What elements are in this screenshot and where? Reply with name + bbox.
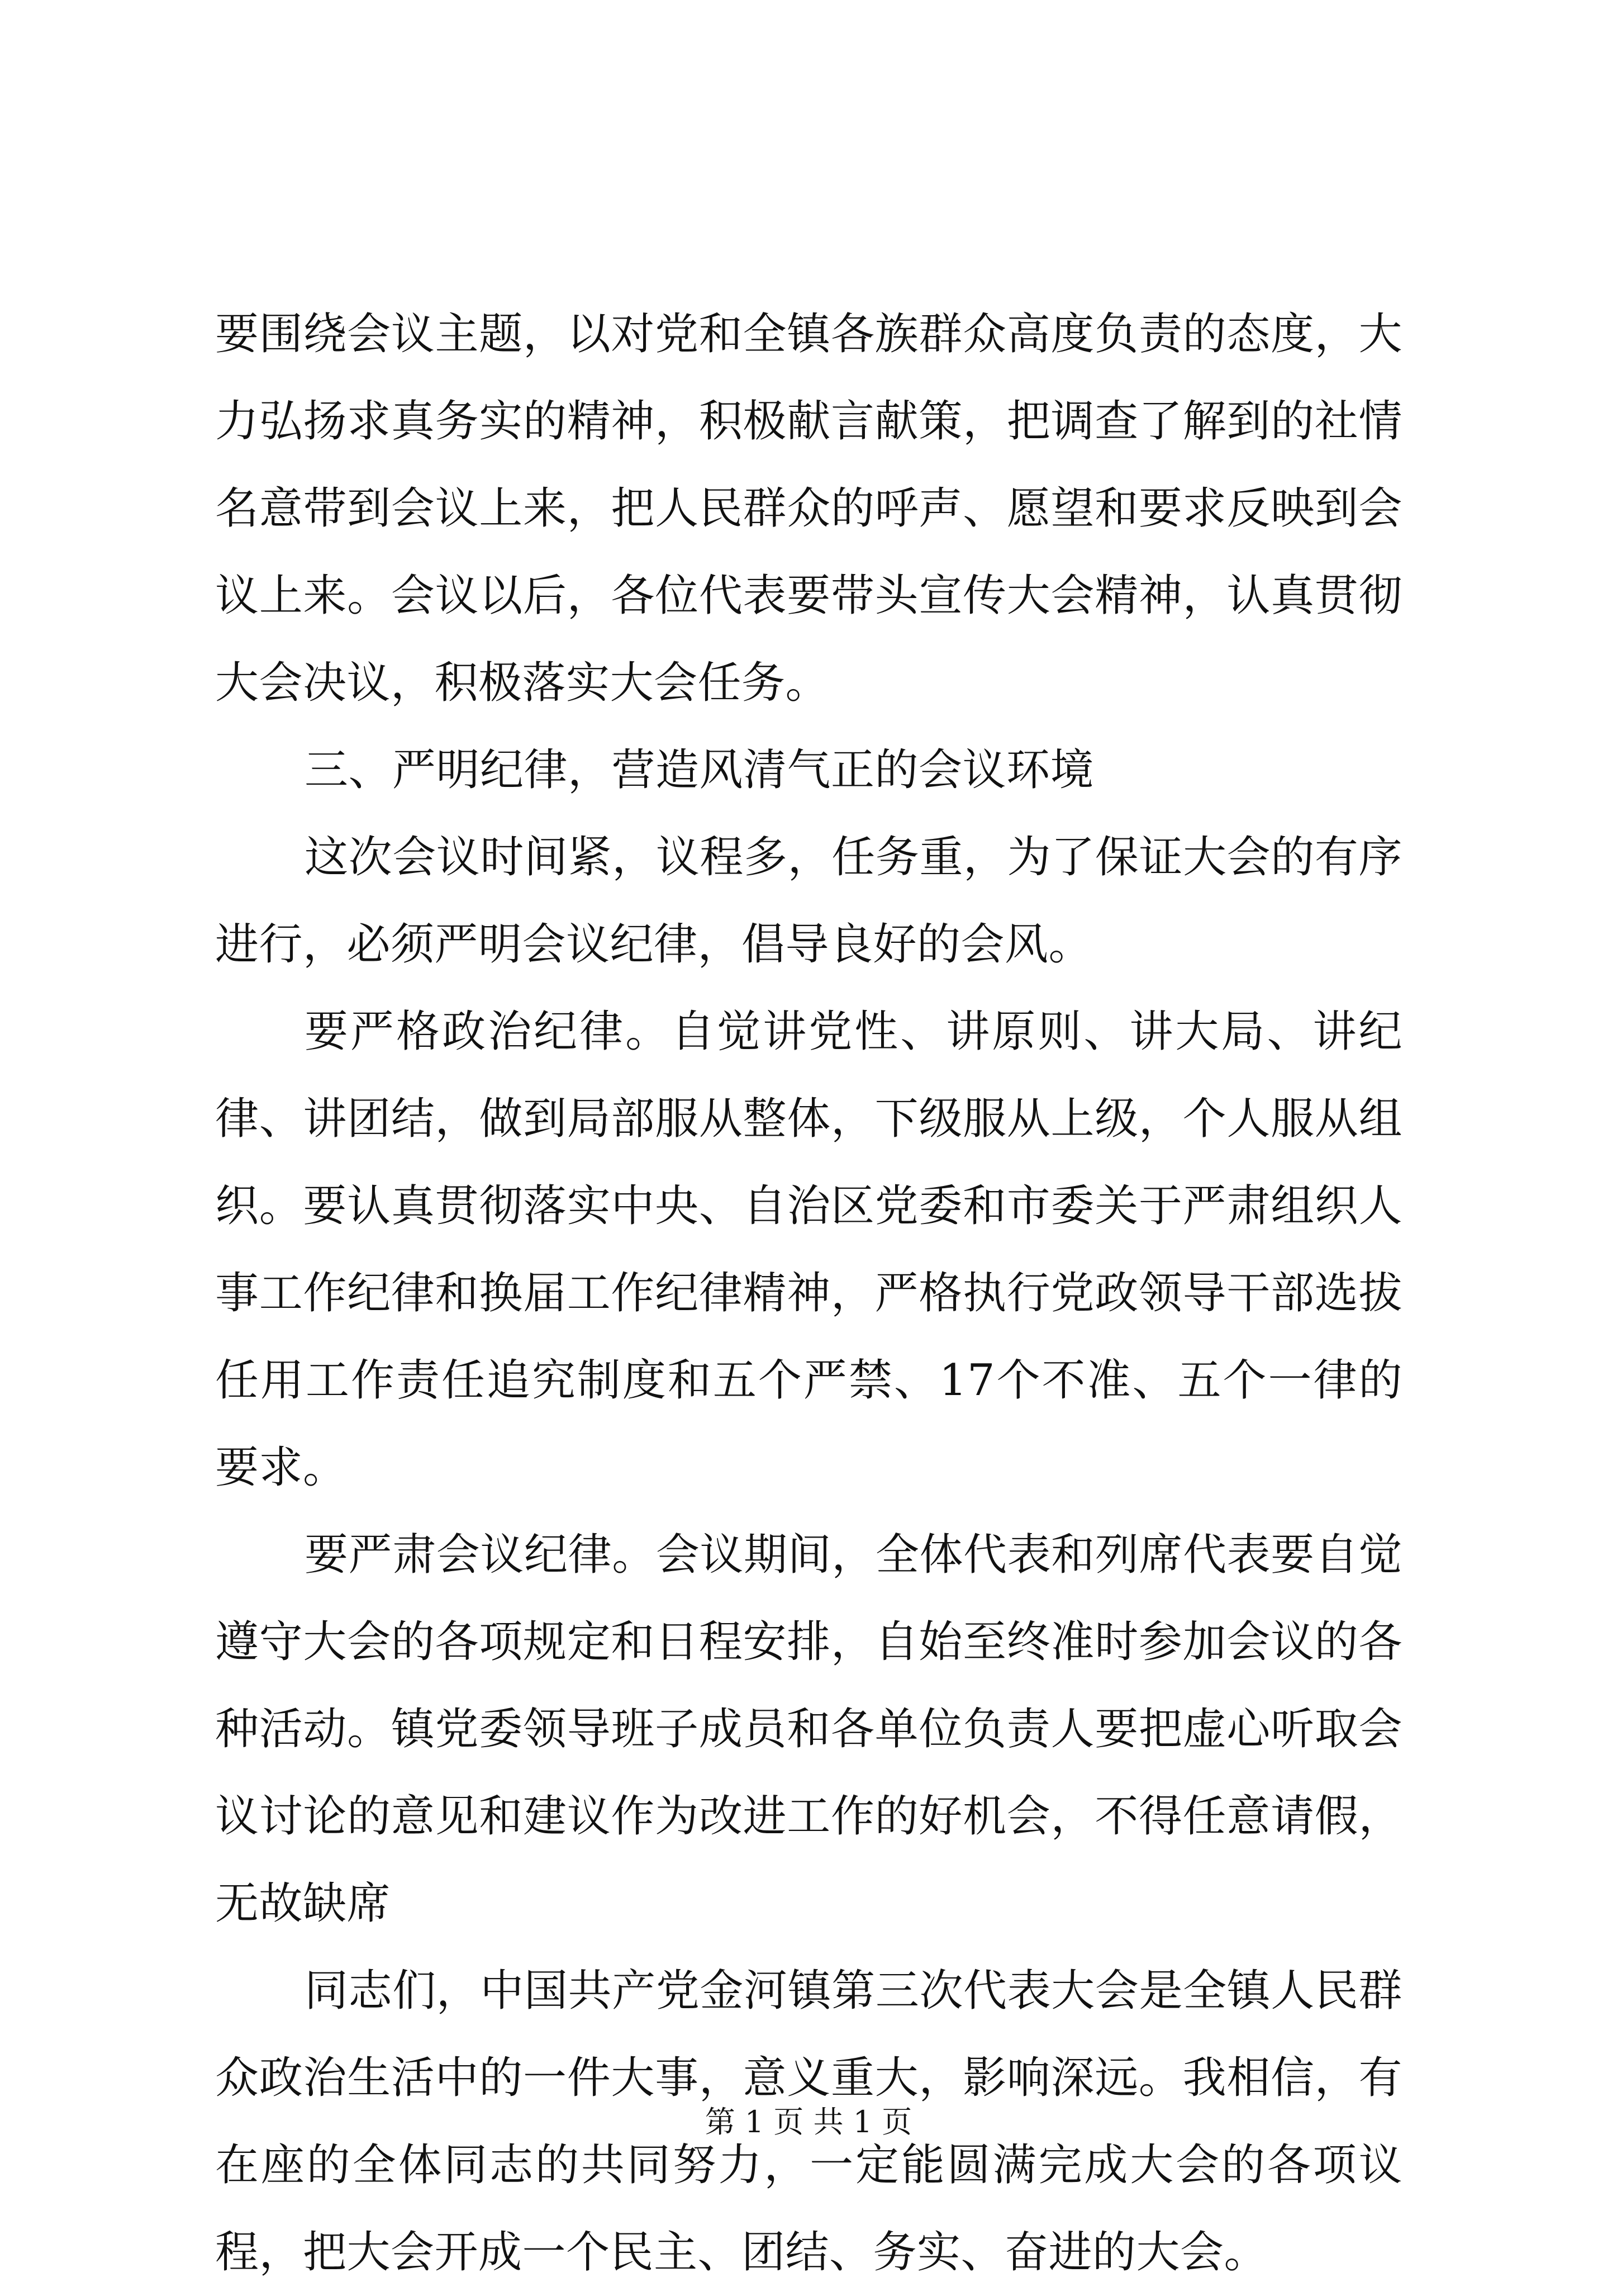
page-footer: 第 1 页 共 1 页 xyxy=(705,2104,912,2140)
paragraph-1: 要围绕会议主题，以对党和全镇各族群众高度负责的态度，大力弘扬求真务实的精神，积极献言献策，把调查了解到的社情名意带到会议上来，把人民群众的呼声、愿望和要求反映到会议上来。会议以后，各位代表要带头宣传大会精神，认真贯彻大会决议，积极落实大会任务。 xyxy=(215,309,1402,708)
paragraph-4: 要严格政治纪律。自觉讲党性、讲原则、讲大局、讲纪律、讲团结，做到局部服从整体，下级服从上级，个人服从组织。要认真贯彻落实中央、自治区党委和市委关于严肃组织人事工作纪律和换届工作纪律精神，严格执行党政领导干部选拔任用工作责任追究制度和五个严禁、17个不准、五个一律的要求。 xyxy=(215,1007,1402,1493)
section-heading-3: 三、严明纪律，营造风清气正的会议环境 xyxy=(305,745,1095,795)
paragraph-3: 这次会议时间紧，议程多，任务重，为了保证大会的有序进行，必须严明会议纪律，倡导良好的会风。 xyxy=(215,832,1402,970)
document-body xyxy=(215,291,1402,2296)
paragraph-5: 要严肃会议纪律。会议期间，全体代表和列席代表要自觉遵守大会的各项规定和日程安排，自始至终准时参加会议的各种活动。镇党委领导班子成员和各单位负责人要把虚心听取会议讨论的意见和建议作为改进工作的好机会，不得任意请假，无故缺席 xyxy=(215,1530,1402,1929)
paragraph-6: 同志们，中国共产党金河镇第三次代表大会是全镇人民群众政治生活中的一件大事，意义重大，影响深远。我相信，有在座的全体同志的共同努力，一定能圆满完成大会的各项议程，把大会开成一个民主、团结、务实、奋进的大会。 xyxy=(215,1966,1402,2278)
